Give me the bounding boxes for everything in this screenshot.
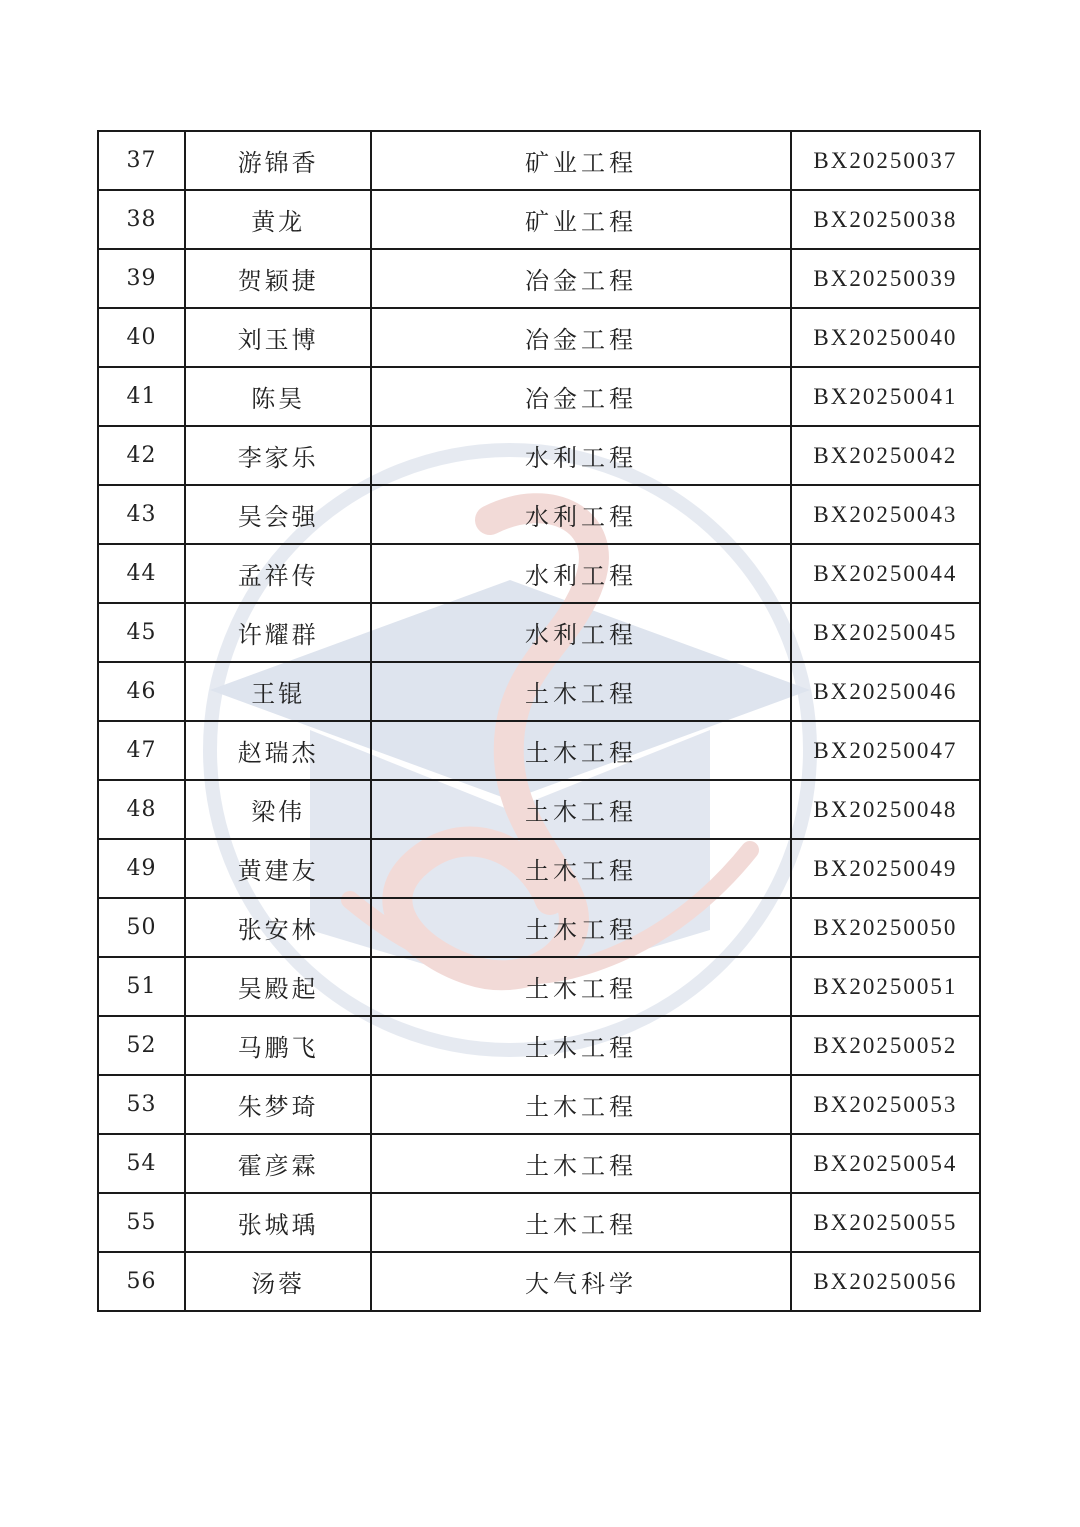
name-cell: 马鹏飞 (185, 1016, 371, 1075)
certificate-id-cell: BX20250048 (791, 780, 980, 839)
certificate-id-cell: BX20250041 (791, 367, 980, 426)
major-cell: 水利工程 (371, 485, 790, 544)
recipient-table (97, 130, 981, 1312)
major-cell: 土木工程 (371, 1075, 790, 1134)
name-cell: 贺颖捷 (185, 249, 371, 308)
name-cell: 游锦香 (185, 131, 371, 190)
table-row (98, 190, 980, 249)
certificate-id-cell: BX20250042 (791, 426, 980, 485)
name-cell: 张安林 (185, 898, 371, 957)
table-row (98, 1193, 980, 1252)
row-number-cell: 45 (98, 603, 185, 662)
certificate-id-cell: BX20250053 (791, 1075, 980, 1134)
table-row (98, 957, 980, 1016)
certificate-id-cell: BX20250040 (791, 308, 980, 367)
name-cell: 汤蓉 (185, 1252, 371, 1311)
name-cell: 梁伟 (185, 780, 371, 839)
certificate-id-cell: BX20250046 (791, 662, 980, 721)
major-cell: 土木工程 (371, 662, 790, 721)
row-number-cell: 54 (98, 1134, 185, 1193)
name-cell: 吴会强 (185, 485, 371, 544)
name-cell: 张城瑀 (185, 1193, 371, 1252)
name-cell: 刘玉博 (185, 308, 371, 367)
table-row (98, 839, 980, 898)
table-row (98, 544, 980, 603)
row-number-cell: 41 (98, 367, 185, 426)
major-cell: 大气科学 (371, 1252, 790, 1311)
major-cell: 水利工程 (371, 603, 790, 662)
certificate-id-cell: BX20250037 (791, 131, 980, 190)
row-number-cell: 56 (98, 1252, 185, 1311)
row-number-cell: 38 (98, 190, 185, 249)
name-cell: 赵瑞杰 (185, 721, 371, 780)
row-number-cell: 50 (98, 898, 185, 957)
table-row (98, 426, 980, 485)
name-cell: 孟祥传 (185, 544, 371, 603)
name-cell: 霍彦霖 (185, 1134, 371, 1193)
certificate-id-cell: BX20250052 (791, 1016, 980, 1075)
row-number-cell: 39 (98, 249, 185, 308)
table-row (98, 249, 980, 308)
major-cell: 土木工程 (371, 1134, 790, 1193)
table-row (98, 1134, 980, 1193)
name-cell: 许耀群 (185, 603, 371, 662)
major-cell: 土木工程 (371, 721, 790, 780)
certificate-id-cell: BX20250050 (791, 898, 980, 957)
table-row (98, 898, 980, 957)
certificate-id-cell: BX20250051 (791, 957, 980, 1016)
table-row (98, 1016, 980, 1075)
table-row (98, 485, 980, 544)
row-number-cell: 40 (98, 308, 185, 367)
table-row (98, 367, 980, 426)
row-number-cell: 53 (98, 1075, 185, 1134)
certificate-id-cell: BX20250054 (791, 1134, 980, 1193)
table-row (98, 603, 980, 662)
row-number-cell: 52 (98, 1016, 185, 1075)
major-cell: 土木工程 (371, 957, 790, 1016)
major-cell: 土木工程 (371, 1193, 790, 1252)
table-row (98, 780, 980, 839)
row-number-cell: 43 (98, 485, 185, 544)
row-number-cell: 51 (98, 957, 185, 1016)
major-cell: 冶金工程 (371, 249, 790, 308)
major-cell: 水利工程 (371, 544, 790, 603)
major-cell: 矿业工程 (371, 190, 790, 249)
certificate-id-cell: BX20250055 (791, 1193, 980, 1252)
name-cell: 黄建友 (185, 839, 371, 898)
name-cell: 李家乐 (185, 426, 371, 485)
major-cell: 土木工程 (371, 1016, 790, 1075)
row-number-cell: 44 (98, 544, 185, 603)
table-body (98, 131, 980, 1311)
table-row (98, 308, 980, 367)
table-row (98, 662, 980, 721)
certificate-id-cell: BX20250045 (791, 603, 980, 662)
table-row (98, 1075, 980, 1134)
certificate-id-cell: BX20250039 (791, 249, 980, 308)
name-cell: 陈昊 (185, 367, 371, 426)
table-row (98, 1252, 980, 1311)
row-number-cell: 46 (98, 662, 185, 721)
major-cell: 水利工程 (371, 426, 790, 485)
row-number-cell: 42 (98, 426, 185, 485)
certificate-id-cell: BX20250044 (791, 544, 980, 603)
certificate-id-cell: BX20250047 (791, 721, 980, 780)
row-number-cell: 37 (98, 131, 185, 190)
major-cell: 土木工程 (371, 898, 790, 957)
row-number-cell: 47 (98, 721, 185, 780)
certificate-id-cell: BX20250049 (791, 839, 980, 898)
major-cell: 冶金工程 (371, 367, 790, 426)
major-cell: 矿业工程 (371, 131, 790, 190)
certificate-id-cell: BX20250038 (791, 190, 980, 249)
table-row (98, 131, 980, 190)
row-number-cell: 49 (98, 839, 185, 898)
name-cell: 黄龙 (185, 190, 371, 249)
row-number-cell: 55 (98, 1193, 185, 1252)
name-cell: 朱梦琦 (185, 1075, 371, 1134)
name-cell: 王锟 (185, 662, 371, 721)
major-cell: 土木工程 (371, 839, 790, 898)
certificate-id-cell: BX20250043 (791, 485, 980, 544)
table-row (98, 721, 980, 780)
major-cell: 冶金工程 (371, 308, 790, 367)
certificate-id-cell: BX20250056 (791, 1252, 980, 1311)
name-cell: 吴殿起 (185, 957, 371, 1016)
major-cell: 土木工程 (371, 780, 790, 839)
row-number-cell: 48 (98, 780, 185, 839)
